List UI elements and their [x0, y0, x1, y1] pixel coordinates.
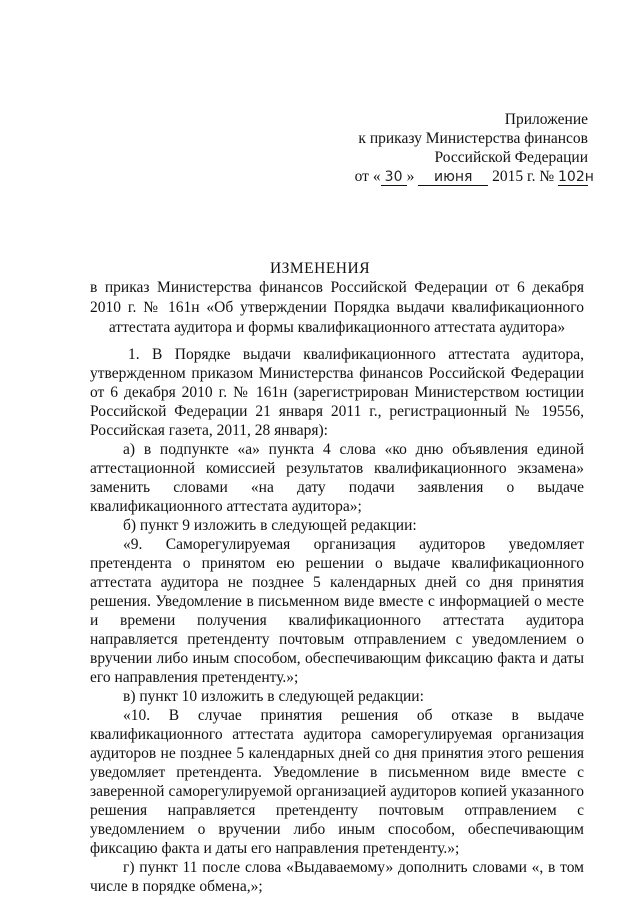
- date-close-quote: »: [406, 168, 415, 185]
- appendix-label: Приложение: [504, 111, 588, 128]
- appendix-header: [288, 110, 594, 186]
- handwritten-month: июня: [418, 170, 488, 186]
- order-reference: к приказу Министерства финансов: [358, 130, 588, 147]
- paragraph-5: в) пункт 10 изложить в следующей редакции:: [123, 688, 424, 705]
- paragraph-3: б) пункт 9 изложить в следующей редакции:: [123, 517, 417, 534]
- paragraph-2: а) в подпункте «а» пункта 4 слова «ко дню объявления единой аттестационной комиссией результатов квалификационного экзамена» заменить словами «на дату подачи заявления о выдаче квалификационного аттестата аудитора»;: [90, 441, 584, 515]
- date-prefix: от «: [354, 168, 381, 185]
- handwritten-day: 30: [381, 170, 407, 186]
- ministry-country: Российской Федерации: [434, 149, 588, 166]
- order-date-number: [288, 167, 594, 186]
- paragraph-4: «9. Саморегулируемая организация аудиторов уведомляет претендента о принятом ею решении о выдаче квалификационного аттестата аудитора не позднее 5 календарных дней со дня принятия решения. Уведомление в письменном виде вместе с информацией о месте и времени получения квалификационного аттестата аудитора направляется претенденту почтовым отправлением с уведомлением о вручении либо иным способом, обеспечивающим фиксацию факта и даты его направления претенденту.»;: [90, 536, 584, 686]
- document-body: [90, 345, 584, 896]
- year-and-number-label: 2015 г. №: [492, 168, 555, 185]
- document-title: ИЗМЕНЕНИЯ: [269, 260, 371, 277]
- document-subtitle: в приказ Министерства финансов Российской Федерации от 6 декабря 2010 г. № 161н «Об утверждении Порядка выдачи квалификационного аттестата аудитора и формы квалификационного аттестата аудитора»: [90, 279, 584, 336]
- handwritten-order-number: 102н: [558, 169, 594, 185]
- paragraph-1: 1. В Порядке выдачи квалификационного аттестата аудитора, утвержденном приказом Министерства финансов Российской Федерации от 6 декабря 2010 г. № 161н (зарегистрирован Министерством юстиции Российской Федерации 21 января 2011 г., регистрационный № 19556, Российская газета, 2011, 28 января):: [90, 346, 584, 439]
- paragraph-6: «10. В случае принятия решения об отказе в выдаче квалификационного аттестата аудитора саморегулируемая организация аудиторов не позднее 5 календарных дней со дня принятия этого решения уведомляет претендента. Уведомление в письменном виде вместе с заверенной саморегулируемой организацией аудиторов копией указанного решения направляется претенденту почтовым отправлением с уведомлением о вручении либо иным способом, обеспечивающим фиксацию факта и даты его направления претенденту.»;: [90, 707, 584, 857]
- paragraph-7: г) пункт 11 после слова «Выдаваемому» дополнить словами «, в том числе в порядке обмена,»;: [90, 859, 584, 895]
